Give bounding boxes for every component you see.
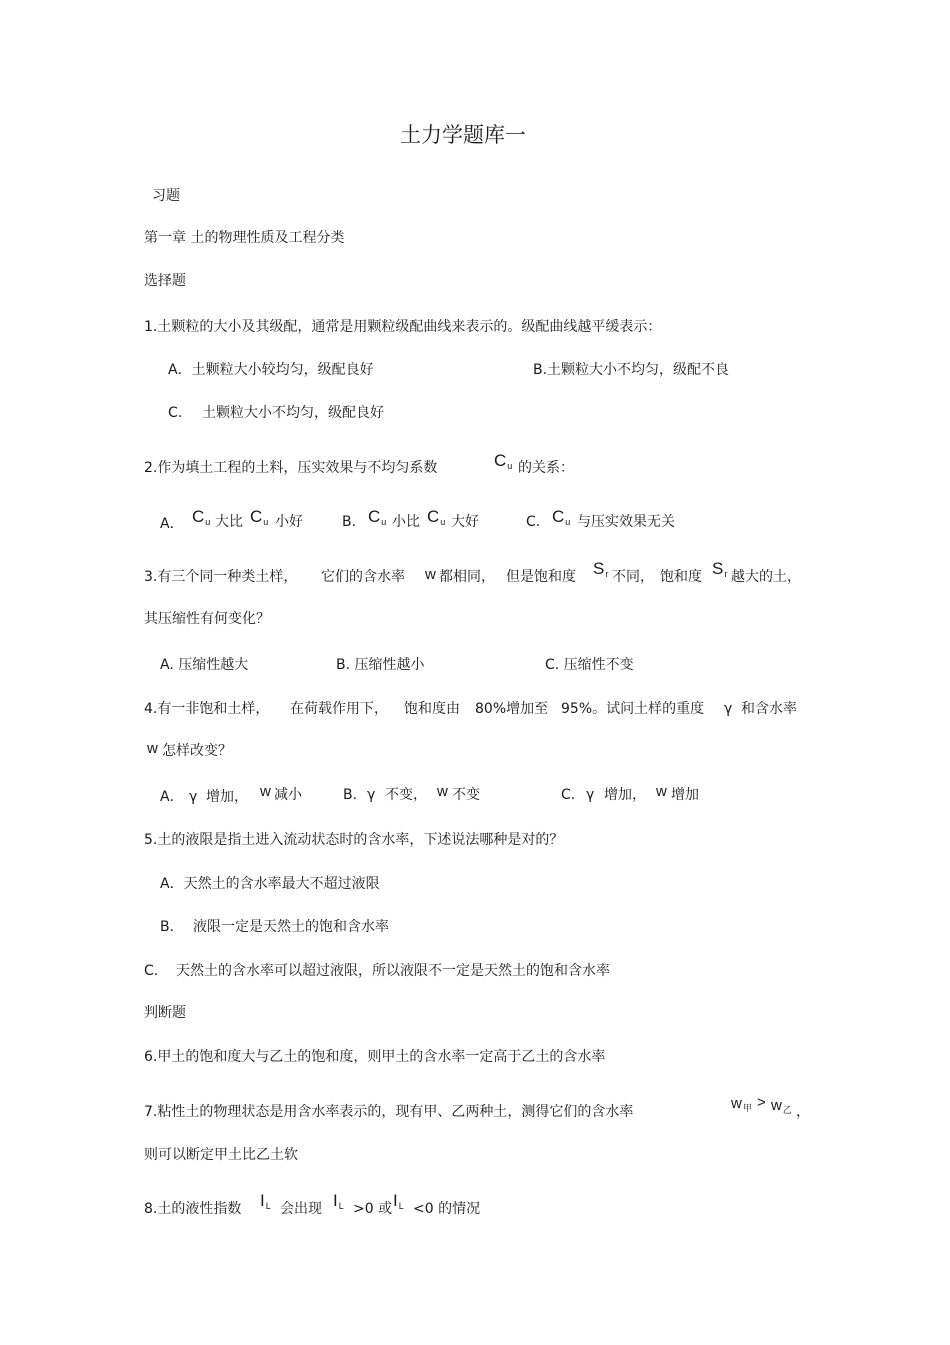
q3-stem-part5: 不同， [612, 569, 654, 585]
q4-option-c-text1: 增加， [604, 787, 646, 803]
q1-option-b: B.土颗粒大小不均匀，级配不良 [533, 362, 730, 378]
q3-option-c: C. 压缩性不变 [545, 657, 634, 673]
q3-stem-part4: 但是饱和度 [506, 569, 576, 585]
q7-stem: 7.粘性土的物理状态是用含水率表示的，现有甲、乙两种土，测得它们的含水率 [144, 1104, 634, 1120]
q3-option-b: B. 压缩性越小 [336, 657, 425, 673]
q8-il-symbol-2: $I_L$ [333, 1191, 344, 1211]
q2-option-a-label: A． [160, 516, 184, 532]
q4-option-c-text2: 增加 [671, 787, 699, 803]
q7-comma: ， [796, 1104, 810, 1120]
q4-option-a-text1: 增加， [206, 789, 248, 805]
q5-stem: 5.土的液限是指土进入流动状态时的含水率，下述说法哪种是对的？ [144, 832, 564, 848]
q2-option-c-end: 与压实效果无关 [577, 514, 675, 530]
q4-option-b-text1: 不变， [385, 787, 427, 803]
q4-stem-part2: 在荷载作用下， [290, 701, 388, 717]
q3-stem-part1: 3.有三个同一种类土样， [144, 569, 298, 585]
q2-b-cu-symbol-2: $C_u$ [427, 507, 446, 527]
q2-c-cu-symbol: $C_u$ [552, 507, 571, 527]
q2-stem: 2.作为填土工程的土料，压实效果与不均匀系数 [144, 460, 438, 476]
q4-gamma-symbol: γ [724, 701, 733, 717]
q2-cu-symbol: $C_u$ [494, 451, 513, 471]
q4-stem-line2: 怎样改变？ [162, 743, 232, 759]
q7-w-jia-symbol: $w_甲$ [731, 1095, 752, 1113]
q3-stem-part6: 饱和度 [660, 569, 702, 585]
choice-section-heading: 选择题 [144, 273, 186, 289]
q1-option-a: A．土颗粒大小较均匀，级配良好 [168, 362, 374, 378]
judge-section-heading: 判断题 [144, 1005, 186, 1021]
q4-option-a-label: A． [160, 789, 184, 805]
q3-stem-part3: 都相同， [439, 569, 495, 585]
q4-a-w-symbol: w [260, 783, 271, 800]
q4-stem-part1: 4.有一非饱和土样， [144, 701, 270, 717]
q8-il-symbol-3: $I_L$ [393, 1191, 404, 1211]
q3-w-symbol: w [425, 566, 436, 583]
q2-b-cu-symbol-1: $C_u$ [368, 507, 387, 527]
q8-text2: >0 或 [353, 1201, 393, 1217]
q4-w-symbol: w [147, 740, 158, 757]
chapter-heading: 第一章 土的物理性质及工程分类 [144, 230, 345, 246]
q2-option-a-mid: 大比 [215, 514, 243, 530]
q4-b-gamma-symbol: γ [367, 787, 376, 803]
q7-gt-symbol: > [757, 1094, 766, 1111]
q1-option-c-label: C. [168, 405, 183, 421]
q4-c-w-symbol: w [656, 783, 667, 800]
q4-stem-part3: 饱和度由 [404, 701, 460, 717]
q4-b-w-symbol: w [437, 783, 448, 800]
q7-w-yi-symbol: $w_乙$ [771, 1097, 792, 1115]
q3-sr-symbol-1: $S_r$ [593, 559, 609, 579]
q2-option-a-end: 小好 [275, 514, 303, 530]
q2-option-b-mid: 小比 [392, 514, 420, 530]
q8-stem: 8.土的液性指数 [144, 1201, 242, 1217]
q2-option-b-label: B. [342, 514, 357, 530]
q5-option-c-text: 天然土的含水率可以超过液限，所以液限不一定是天然土的饱和含水率 [176, 963, 610, 979]
q6-stem: 6.甲土的饱和度大与乙土的饱和度，则甲土的含水率一定高于乙土的含水率 [144, 1049, 606, 1065]
q5-option-c-label: C. [144, 963, 159, 979]
q4-option-a-text2: 减小 [274, 787, 302, 803]
q4-stem-part5: 95%。试问土样的重度 [561, 701, 705, 717]
q2-option-c-label: C. [526, 514, 541, 530]
q8-text3: <0 的情况 [413, 1201, 481, 1217]
q5-option-b-label: B. [160, 919, 175, 935]
document-title: 土力学题库一 [400, 123, 526, 147]
q4-option-c-label: C. [561, 787, 576, 803]
q3-stem-line2: 其压缩性有何变化？ [144, 611, 270, 627]
q4-c-gamma-symbol: γ [586, 787, 595, 803]
q3-stem-part2: 它们的含水率 [321, 569, 405, 585]
q3-option-a: A. 压缩性越大 [160, 657, 249, 673]
q4-stem-part6: 和含水率 [741, 701, 797, 717]
q2-stem-end: 的关系： [518, 460, 574, 476]
q7-line2: 则可以断定甲土比乙土软 [144, 1147, 298, 1163]
q4-option-b-label: B. [343, 787, 358, 803]
q2-option-b-end: 大好 [451, 514, 479, 530]
q4-a-gamma-symbol: γ [189, 789, 198, 805]
q1-stem: 1.土颗粒的大小及其级配，通常是用颗粒级配曲线来表示的。级配曲线越平缓表示： [144, 319, 662, 335]
q5-option-b-text: 液限一定是天然土的饱和含水率 [193, 919, 389, 935]
q2-a-cu-symbol-1: $C_u$ [192, 507, 211, 527]
q8-text1: 会出现 [280, 1201, 322, 1217]
q2-a-cu-symbol-2: $C_u$ [250, 507, 269, 527]
exercises-heading: 习题 [152, 188, 180, 204]
q5-option-a: A．天然土的含水率最大不超过液限 [160, 876, 380, 892]
q1-option-c-text: 土颗粒大小不均匀，级配良好 [202, 405, 384, 421]
q4-option-b-text2: 不变 [452, 787, 480, 803]
q3-stem-part7: 越大的土， [731, 569, 801, 585]
q4-stem-part4: 80%增加至 [475, 701, 549, 717]
q8-il-symbol-1: $I_L$ [260, 1191, 271, 1211]
q3-sr-symbol-2: $S_r$ [712, 559, 728, 579]
